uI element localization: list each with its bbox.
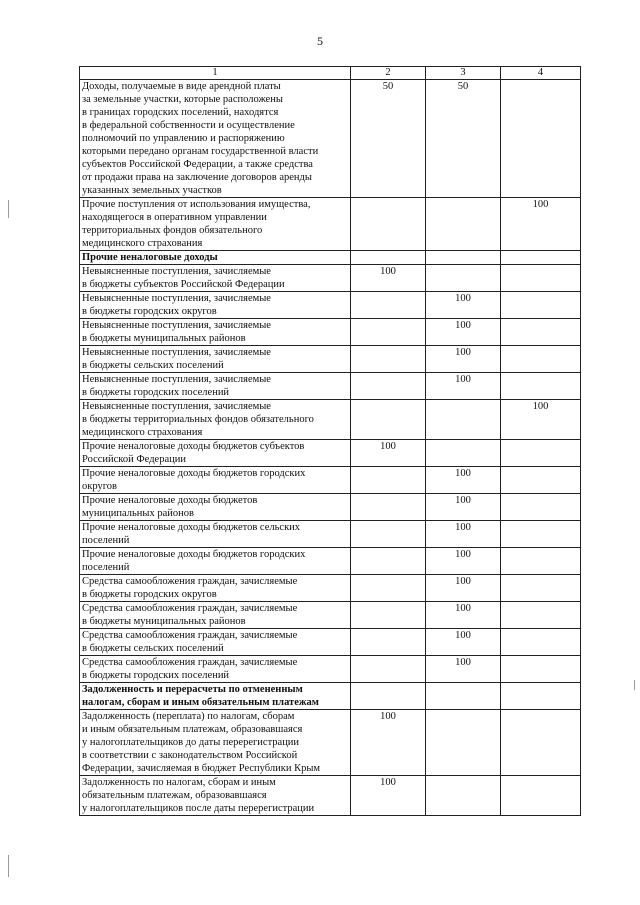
revenue-description: Прочие поступления от использования имущества, находящегося в оперативном управлении территориальных фондов обязательного медицинского страхования xyxy=(80,198,351,251)
percent-cell-col4 xyxy=(501,265,581,292)
table-row xyxy=(80,548,581,575)
section-header-row xyxy=(80,683,581,710)
percent-cell-col3 xyxy=(426,776,501,816)
percent-cell-col3: 100 xyxy=(426,292,501,319)
column-header: 3 xyxy=(426,67,501,80)
revenue-description: Прочие неналоговые доходы бюджетов городских поселений xyxy=(80,548,351,575)
percent-cell-col3 xyxy=(426,710,501,776)
revenue-description: Невыясненные поступления, зачисляемые в бюджеты субъектов Российской Федерации xyxy=(80,265,351,292)
percent-cell-col3 xyxy=(426,440,501,467)
percent-cell-col3: 100 xyxy=(426,373,501,400)
percent-cell-col2: 50 xyxy=(351,80,426,198)
percent-cell-col4 xyxy=(501,548,581,575)
section-header-row xyxy=(80,251,581,265)
table-row xyxy=(80,346,581,373)
revenue-description: Невыясненные поступления, зачисляемые в бюджеты городских округов xyxy=(80,292,351,319)
section-title: Задолженность и перерасчеты по отмененным налогам, сборам и иным обязательным платежам xyxy=(80,683,351,710)
percent-cell-col4 xyxy=(501,776,581,816)
percent-cell-col3: 100 xyxy=(426,521,501,548)
table-row xyxy=(80,80,581,198)
page-number: 5 xyxy=(317,34,323,48)
percent-cell-col3: 100 xyxy=(426,467,501,494)
percent-cell-col2 xyxy=(351,656,426,683)
column-header: 1 xyxy=(80,67,351,80)
revenue-description: Прочие неналоговые доходы бюджетов муниципальных районов xyxy=(80,494,351,521)
column-header: 4 xyxy=(501,67,581,80)
table-row xyxy=(80,629,581,656)
percent-cell-col3: 100 xyxy=(426,656,501,683)
empty-cell xyxy=(501,683,581,710)
percent-cell-col4 xyxy=(501,656,581,683)
percent-cell-col2 xyxy=(351,575,426,602)
percent-cell-col2 xyxy=(351,467,426,494)
section-title: Прочие неналоговые доходы xyxy=(80,251,351,265)
revenue-description: Средства самообложения граждан, зачисляемые в бюджеты сельских поселений xyxy=(80,629,351,656)
empty-cell xyxy=(426,251,501,265)
revenue-description: Невыясненные поступления, зачисляемые в бюджеты сельских поселений xyxy=(80,346,351,373)
revenue-description: Прочие неналоговые доходы бюджетов городских округов xyxy=(80,467,351,494)
revenue-distribution-table xyxy=(79,66,581,816)
empty-cell xyxy=(501,251,581,265)
percent-cell-col3 xyxy=(426,265,501,292)
percent-cell-col3: 100 xyxy=(426,575,501,602)
percent-cell-col2 xyxy=(351,346,426,373)
percent-cell-col3: 100 xyxy=(426,319,501,346)
revenue-description: Доходы, получаемые в виде арендной платы за земельные участки, которые расположены в границах городских поселений, находятся в федеральной собственности и осуществление полномочий по управлению и распоряжению которыми передано органам государственной власти субъектов Российской Федерации, а также средства от продажи права на заключение договоров аренды указанных земельных участков xyxy=(80,80,351,198)
revenue-description: Невыясненные поступления, зачисляемые в бюджеты городских поселений xyxy=(80,373,351,400)
left-margin-mark xyxy=(8,200,9,218)
percent-cell-col3: 100 xyxy=(426,494,501,521)
percent-cell-col2: 100 xyxy=(351,265,426,292)
percent-cell-col4: 100 xyxy=(501,400,581,440)
percent-cell-col2: 100 xyxy=(351,710,426,776)
percent-cell-col3: 100 xyxy=(426,548,501,575)
table-row xyxy=(80,198,581,251)
percent-cell-col2 xyxy=(351,602,426,629)
percent-cell-col2: 100 xyxy=(351,776,426,816)
table-row xyxy=(80,292,581,319)
table-row xyxy=(80,602,581,629)
percent-cell-col3: 100 xyxy=(426,602,501,629)
table-row xyxy=(80,265,581,292)
percent-cell-col4 xyxy=(501,710,581,776)
revenue-description: Задолженность (переплата) по налогам, сборам и иным обязательным платежам, образовавшаяся у налогоплательщиков до даты перерегистрации в соответствии с законодательством Российской Федерации, зачисляемая в бюджет Республики Крым xyxy=(80,710,351,776)
percent-cell-col3 xyxy=(426,400,501,440)
empty-cell xyxy=(426,683,501,710)
left-margin-mark xyxy=(8,855,9,877)
percent-cell-col4 xyxy=(501,292,581,319)
revenue-description: Невыясненные поступления, зачисляемые в бюджеты муниципальных районов xyxy=(80,319,351,346)
percent-cell-col2 xyxy=(351,494,426,521)
table-row xyxy=(80,319,581,346)
percent-cell-col3: 100 xyxy=(426,346,501,373)
empty-cell xyxy=(351,251,426,265)
table-header-row xyxy=(80,67,581,80)
revenue-description: Невыясненные поступления, зачисляемые в бюджеты территориальных фондов обязательного медицинского страхования xyxy=(80,400,351,440)
percent-cell-col2 xyxy=(351,400,426,440)
percent-cell-col4 xyxy=(501,494,581,521)
revenue-description: Задолженность по налогам, сборам и иным обязательным платежам, образовавшаяся у налогоплательщиков после даты перерегистрации xyxy=(80,776,351,816)
table-row xyxy=(80,776,581,816)
right-margin-mark xyxy=(634,680,635,690)
percent-cell-col3: 50 xyxy=(426,80,501,198)
percent-cell-col2 xyxy=(351,629,426,656)
column-header: 2 xyxy=(351,67,426,80)
percent-cell-col4 xyxy=(501,80,581,198)
table-row xyxy=(80,710,581,776)
percent-cell-col4 xyxy=(501,629,581,656)
percent-cell-col4 xyxy=(501,440,581,467)
percent-cell-col4 xyxy=(501,575,581,602)
percent-cell-col3: 100 xyxy=(426,629,501,656)
table-row xyxy=(80,400,581,440)
table-row xyxy=(80,467,581,494)
revenue-description: Прочие неналоговые доходы бюджетов сельских поселений xyxy=(80,521,351,548)
percent-cell-col2 xyxy=(351,548,426,575)
table-row xyxy=(80,440,581,467)
table-row xyxy=(80,494,581,521)
table-row xyxy=(80,373,581,400)
table-row xyxy=(80,656,581,683)
percent-cell-col4 xyxy=(501,467,581,494)
percent-cell-col2 xyxy=(351,373,426,400)
percent-cell-col4 xyxy=(501,602,581,629)
table-row xyxy=(80,521,581,548)
percent-cell-col4 xyxy=(501,373,581,400)
percent-cell-col2 xyxy=(351,292,426,319)
percent-cell-col2: 100 xyxy=(351,440,426,467)
revenue-description: Средства самообложения граждан, зачисляемые в бюджеты городских поселений xyxy=(80,656,351,683)
percent-cell-col2 xyxy=(351,319,426,346)
table-row xyxy=(80,575,581,602)
revenue-description: Прочие неналоговые доходы бюджетов субъектов Российской Федерации xyxy=(80,440,351,467)
percent-cell-col4 xyxy=(501,346,581,373)
percent-cell-col3 xyxy=(426,198,501,251)
percent-cell-col4: 100 xyxy=(501,198,581,251)
percent-cell-col4 xyxy=(501,319,581,346)
percent-cell-col2 xyxy=(351,198,426,251)
revenue-description: Средства самообложения граждан, зачисляемые в бюджеты муниципальных районов xyxy=(80,602,351,629)
percent-cell-col4 xyxy=(501,521,581,548)
percent-cell-col2 xyxy=(351,521,426,548)
revenue-description: Средства самообложения граждан, зачисляемые в бюджеты городских округов xyxy=(80,575,351,602)
empty-cell xyxy=(351,683,426,710)
